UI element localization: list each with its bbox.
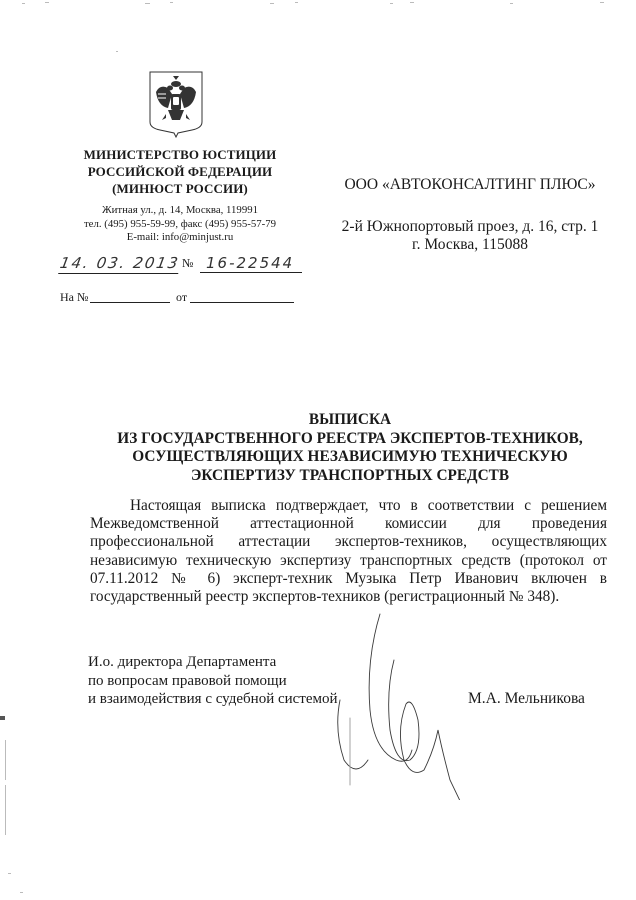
title-line: ОСУЩЕСТВЛЯЮЩИХ НЕЗАВИСИМУЮ ТЕХНИЧЕСКУЮ — [132, 448, 568, 465]
position-line: и взаимодействия с судебной системой — [88, 691, 338, 707]
recipient-address-line: 2-й Южнопортовый проез, д. 16, стр. 1 — [341, 218, 599, 235]
reference-number-blank — [90, 302, 170, 303]
reference-date-blank — [190, 302, 294, 303]
reference-line — [60, 290, 300, 306]
document-body: Настоящая выписка подтверждает, что в соответствии с решением Межведомственной аттестационной комиссии для проведения профессиональной аттестации экспертов-техников, осуществляющих независимую техническую экспертизу транспортных средств (протокол от 07.11.2012 № 6) эксперт-техник Музыка Петр Иванович включен в государственный реестр экспертов-техников (регистрационный № 348). — [90, 497, 607, 606]
ministry-line: МИНИСТЕРСТВО ЮСТИЦИИ — [83, 147, 277, 162]
document-title — [90, 411, 610, 485]
ministry-address — [60, 204, 300, 245]
address-line: тел. (495) 955-59-99, факс (495) 955-57-79 — [83, 217, 277, 230]
recipient-address-line: г. Москва, 115088 — [412, 236, 528, 253]
registration-number-label: № — [182, 256, 194, 270]
position-line: И.о. директора Департамента — [88, 654, 277, 670]
reference-date-label: от — [176, 290, 188, 304]
title-line: ЭКСПЕРТИЗУ ТРАНСПОРТНЫХ СРЕДСТВ — [190, 466, 510, 484]
address-line: Житная ул., д. 14, Москва, 119991 — [101, 204, 259, 216]
registration-date: 14. 03. 2013 — [58, 254, 182, 272]
title-line: ВЫПИСКА — [308, 411, 392, 428]
recipient-address — [320, 218, 620, 254]
registration-number: 16-22544 — [200, 253, 302, 273]
ministry-line: РОССИЙСКОЙ ФЕДЕРАЦИИ — [87, 164, 273, 179]
address-line: E-mail: info@minjust.ru — [126, 231, 234, 243]
reference-number-label: На № — [60, 290, 89, 304]
title-line: ИЗ ГОСУДАРСТВЕННОГО РЕЕСТРА ЭКСПЕРТОВ-ТЕХНИКОВ, — [117, 429, 583, 447]
russian-coat-of-arms-icon — [148, 70, 204, 138]
position-line: по вопросам правовой помощи — [88, 672, 287, 689]
ministry-line: (МИНЮСТ РОССИИ) — [112, 181, 248, 196]
handwritten-signature-icon — [300, 600, 480, 800]
ministry-name — [60, 146, 300, 197]
registration-line — [58, 253, 303, 275]
signer-name: М.А. Мельникова — [468, 690, 585, 707]
recipient-name: ООО «АВТОКОНСАЛТИНГ ПЛЮС» — [344, 176, 596, 193]
